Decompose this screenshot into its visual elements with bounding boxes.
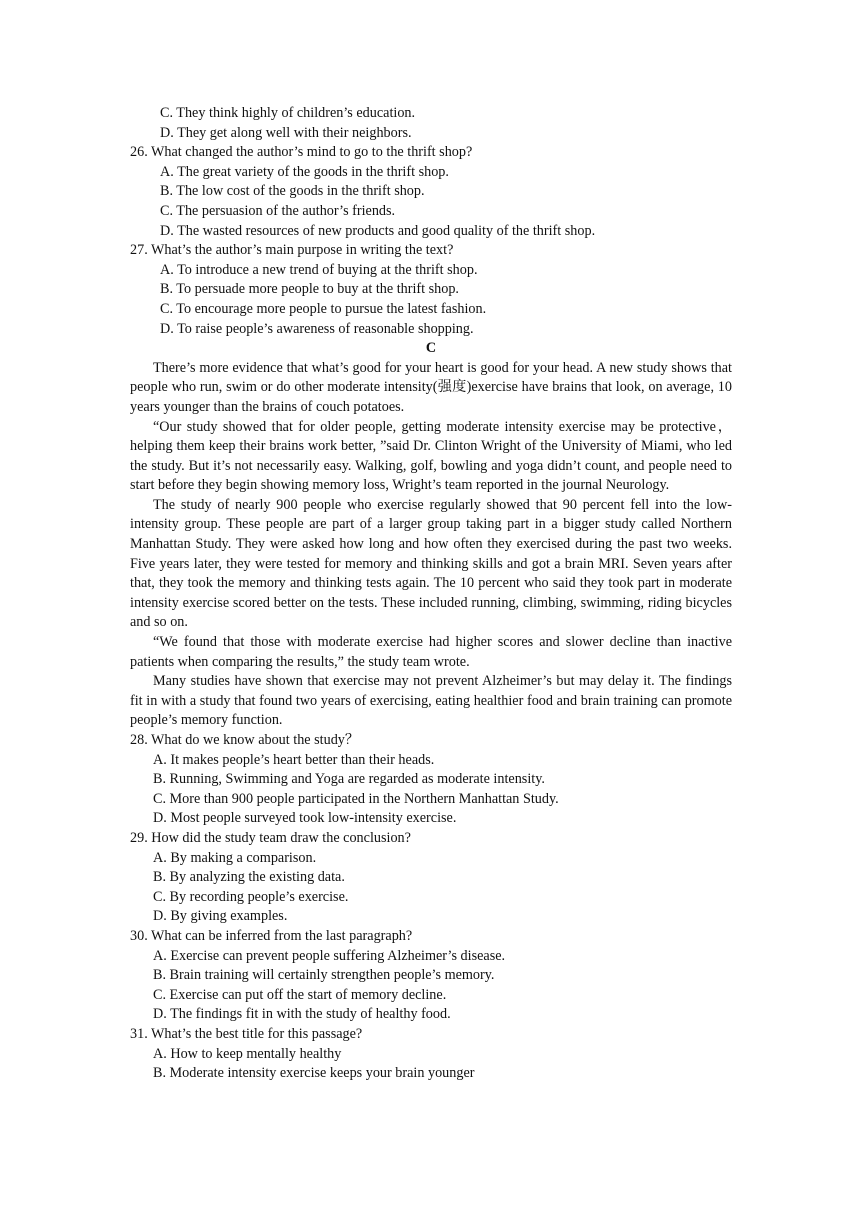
option-30-b: B. Brain training will certainly strengthen people’s memory. (153, 967, 495, 984)
question-29: 29. How did the study team draw the conclusion? (130, 829, 411, 846)
option-27-a: A. To introduce a new trend of buying at the thrift shop. (160, 261, 478, 278)
question-31: 31. What’s the best title for this passage? (130, 1025, 363, 1042)
option-26-a: A. The great variety of the goods in the thrift shop. (160, 163, 449, 180)
passage-paragraph-2: “Our study showed that for older people, getting moderate intensity exercise may be protective，helping them keep their brains work better, ”said Dr. Clinton Wright of the University of Miami, who led the study. But it’s not necessarily easy. Walking, golf, bowling and yoga didn’t count, and people need to start before they begin showing memory loss, Wright’s team reported in the journal Neurology. (130, 418, 732, 494)
option-28-a: A. It makes people’s heart better than their heads. (153, 751, 435, 768)
option-30-d: D. The findings fit in with the study of healthy food. (153, 1006, 451, 1023)
option-28-c: C. More than 900 people participated in the Northern Manhattan Study. (153, 790, 559, 807)
option-25-d: D. They get along well with their neighbors. (160, 124, 412, 141)
option-27-b: B. To persuade more people to buy at the thrift shop. (160, 281, 459, 298)
option-26-d: D. The wasted resources of new products and good quality of the thrift shop. (160, 222, 596, 239)
exam-page (130, 104, 732, 1084)
option-30-a: A. Exercise can prevent people suffering Alzheimer’s disease. (153, 947, 506, 964)
question-27: 27. What’s the author’s main purpose in writing the text? (130, 242, 454, 259)
option-31-a: A. How to keep mentally healthy (153, 1045, 342, 1062)
option-26-c: C. The persuasion of the author’s friends. (160, 202, 396, 219)
option-29-d: D. By giving examples. (153, 908, 288, 925)
option-27-d: D. To raise people’s awareness of reasonable shopping. (160, 320, 474, 337)
question-28: 28. What do we know about the study？ (130, 732, 360, 748)
option-29-c: C. By recording people’s exercise. (153, 888, 349, 905)
option-25-c: C. They think highly of children’s education. (160, 105, 416, 121)
passage-paragraph-1: There’s more evidence that what’s good for your heart is good for your head. A new study shows that people who run, swim or do other moderate intensity(强度)exercise have brains that look, on average, 10 years younger than the brains of couch potatoes. (130, 359, 732, 415)
option-27-c: C. To encourage more people to pursue the latest fashion. (160, 300, 487, 317)
option-31-b: B. Moderate intensity exercise keeps your brain younger (153, 1065, 475, 1082)
section-heading: C (425, 340, 437, 357)
passage-paragraph-3: The study of nearly 900 people who exercise regularly showed that 90 percent fell into the low-intensity group. These people are part of a larger group taking part in a bigger study called Northern Manhattan Study. They were asked how long and how often they exercised during the past two weeks. Five years later, they were tested for memory and thinking skills and got a brain MRI. Seven years after that, they took the memory and thinking tests again. The 10 percent who said they took part in moderate intensity exercise scored better on the tests. These included running, climbing, swimming, riding bicycles and so on. (130, 496, 732, 631)
passage-paragraph-5: Many studies have shown that exercise may not prevent Alzheimer’s but may delay it. The findings fit in with a study that found two years of exercising, eating healthier food and brain training can promote people’s memory function. (130, 673, 732, 729)
option-26-b: B. The low cost of the goods in the thrift shop. (160, 183, 425, 200)
question-30: 30. What can be inferred from the last paragraph? (130, 927, 413, 944)
option-28-b: B. Running, Swimming and Yoga are regarded as moderate intensity. (153, 771, 545, 788)
option-28-d: D. Most people surveyed took low-intensity exercise. (153, 810, 457, 827)
option-29-b: B. By analyzing the existing data. (153, 869, 345, 886)
option-30-c: C. Exercise can put off the start of memory decline. (153, 986, 447, 1003)
question-26: 26. What changed the author’s mind to go to the thrift shop? (130, 144, 473, 161)
passage-paragraph-4: “We found that those with moderate exercise had higher scores and slower decline than inactive patients when comparing the results,” the study team wrote. (130, 634, 732, 670)
option-29-a: A. By making a comparison. (153, 849, 317, 866)
